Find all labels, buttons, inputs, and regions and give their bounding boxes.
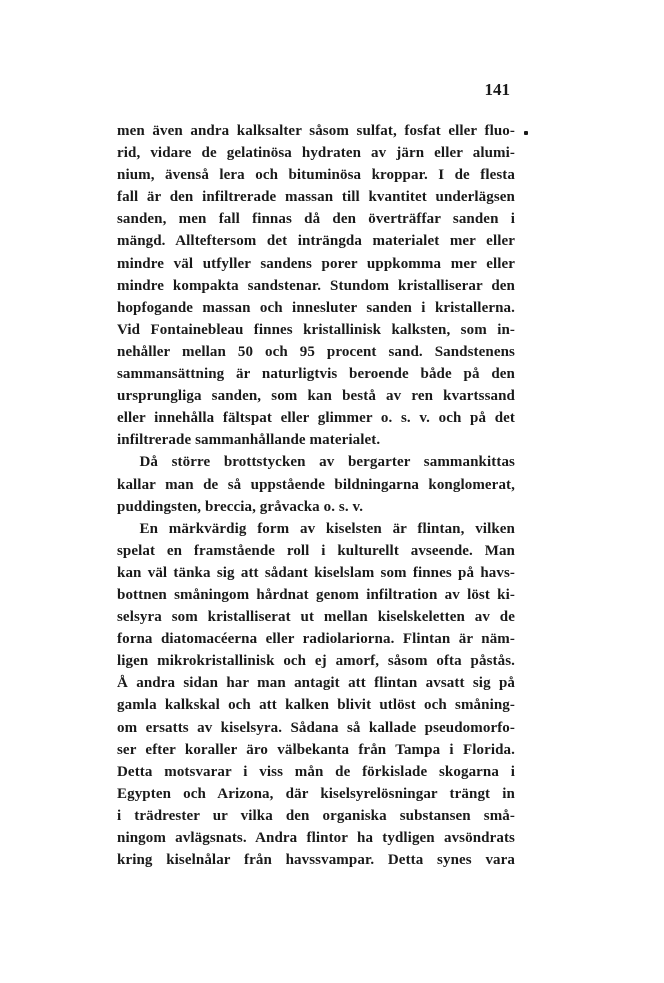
body-text [117, 120, 515, 871]
text-line: Detta motsvarar i viss mån de förkislade skogarna i [117, 763, 515, 780]
text-line: bottnen småningom hårdnat genom infiltration av löst ki- [117, 586, 515, 603]
paragraph [117, 120, 515, 451]
text-line: mindre kompakta sandstenar. Stundom kristalliserar den [117, 277, 515, 294]
paragraph [117, 518, 515, 872]
text-line: ligen mikrokristallinisk och ej amorf, såsom ofta påstås. [117, 653, 515, 670]
text-line: sanden, men fall finnas då den överträffar sanden i [117, 211, 515, 228]
text-line: nium, ävenså lera och bituminösa kroppar. I de flesta [117, 167, 515, 184]
text-line: fall är den infiltrerade massan till kvantitet underlägsen [117, 189, 515, 206]
text-line: gamla kalkskal och att kalken blivit utlöst och småning- [117, 697, 515, 714]
text-line: mängd. Allteftersom det inträngda materialet mer eller [117, 233, 515, 250]
text-line: puddingsten, breccia, gråvacka o. s. v. [117, 498, 364, 515]
text-line: ningom avlägsnats. Andra flintor ha tydligen avsöndrats [117, 830, 515, 846]
text-line: mindre väl utfyller sandens porer uppkomma mer eller [117, 255, 515, 272]
text-line: kring kiselnålar från havssvampar. Detta synes vara [117, 852, 515, 869]
text-line: ursprungliga sanden, som kan bestå av ren kvartssand [117, 388, 515, 405]
text-line: sammansättning är naturligtvis beroende både på den [117, 366, 515, 383]
page-number: 141 [484, 80, 510, 99]
text-line: men även andra kalksalter såsom sulfat, fosfat eller fluo- [117, 123, 515, 139]
text-line: i trädrester ur vilka den organiska substansen små- [117, 807, 515, 824]
text-line: eller innehålla fältspat eller glimmer o. s. v. och på det [117, 410, 515, 427]
text-line: Vid Fontainebleau finnes kristallinisk kalksten, som in- [117, 321, 515, 338]
text-line: Då större brottstycken av bergarter sammankittas [139, 454, 515, 471]
text-line: En märkvärdig form av kiselsten är flintan, vilken [139, 520, 515, 537]
ink-speck [524, 131, 528, 135]
paragraph [117, 451, 515, 517]
text-line: ser efter koraller äro välbekanta från Tampa i Florida. [117, 741, 515, 758]
text-line: hopfogande massan och innesluter sanden i kristallerna. [117, 299, 515, 316]
text-line: rid, vidare de gelatinösa hydraten av järn eller alumi- [117, 145, 515, 162]
text-line: Å andra sidan har man antagit att flintan avsatt sig på [117, 675, 515, 692]
text-line: kan väl tänka sig att sådant kiselslam som finnes på havs- [117, 564, 515, 581]
text-line: om ersatts av kiselsyra. Sådana så kallade pseudomorfo- [117, 719, 515, 736]
text-line: forna diatomacéerna eller radiolariorna. Flintan är näm- [117, 631, 515, 648]
text-line: spelat en framstående roll i kulturellt avseende. Man [117, 542, 515, 559]
text-line: nehåller mellan 50 och 95 procent sand. Sandstenens [117, 343, 515, 360]
text-line: selsyra som kristalliserat ut mellan kiselskeletten av de [117, 609, 515, 626]
text-line: Egypten och Arizona, där kiselsyrelösningar trängt in [117, 785, 515, 802]
text-line: infiltrerade sammanhållande materialet. [117, 432, 381, 449]
text-line: kallar man de så uppstående bildningarna konglomerat, [117, 476, 515, 493]
